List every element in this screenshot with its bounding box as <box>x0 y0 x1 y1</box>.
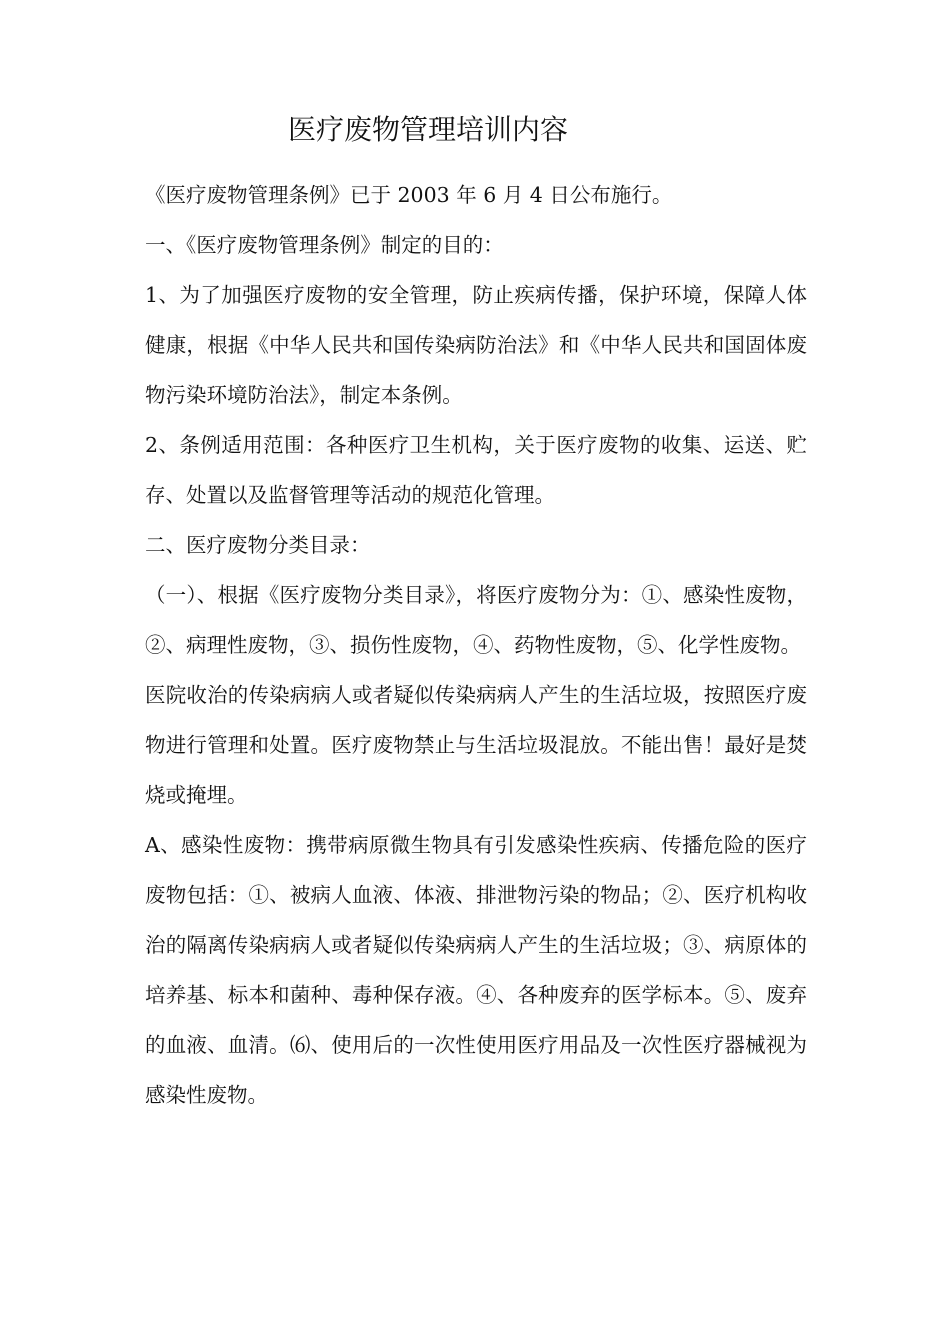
paragraph-purpose: 1、为了加强医疗废物的安全管理，防止疾病传播，保护环境，保障人体健康，根据《中华人民共和国传染病防治法》和《中华人民共和国固体废物污染环境防治法》，制定本条例。 <box>145 283 807 407</box>
paragraph-infectious-waste: A、感染性废物：携带病原微生物具有引发感染性疾病、传播危险的医疗废物包括：①、被病人血液、体液、排泄物污染的物品；②、医疗机构收治的隔离传染病病人或者疑似传染病病人产生的生活垃圾；③、病原体的培养基、标本和菌种、毒种保存液。④、各种废弃的医学标本。⑤、废弃的血液、血清。⑹、使用后的一次性使用医疗用品及一次性医疗器械视为感染性废物。 <box>145 833 807 1107</box>
paragraph-household-waste: 医院收治的传染病病人或者疑似传染病病人产生的生活垃圾，按照医疗废物进行管理和处置。医疗废物禁止与生活垃圾混放。不能出售！最好是焚烧或掩埋。 <box>145 683 807 807</box>
section-heading-classification: 二、医疗废物分类目录： <box>145 533 371 557</box>
paragraph-scope: 2、条例适用范围：各种医疗卫生机构，关于医疗废物的收集、运送、贮存、处置以及监督管理等活动的规范化管理。 <box>145 433 807 507</box>
section-heading-purpose: 一、《医疗废物管理条例》制定的目的： <box>145 233 504 257</box>
paragraph-promulgation: 《医疗废物管理条例》已于 2003 年 6 月 4 日公布施行。 <box>145 183 673 207</box>
document-title: 医疗废物管理培训内容 <box>288 113 569 146</box>
paragraph-classification-list: （一）、根据《医疗废物分类目录》，将医疗废物分为：①、感染性废物，②、病理性废物，③、损伤性废物，④、药物性废物，⑤、化学性废物。 <box>145 583 807 657</box>
document-body <box>145 170 807 1120</box>
